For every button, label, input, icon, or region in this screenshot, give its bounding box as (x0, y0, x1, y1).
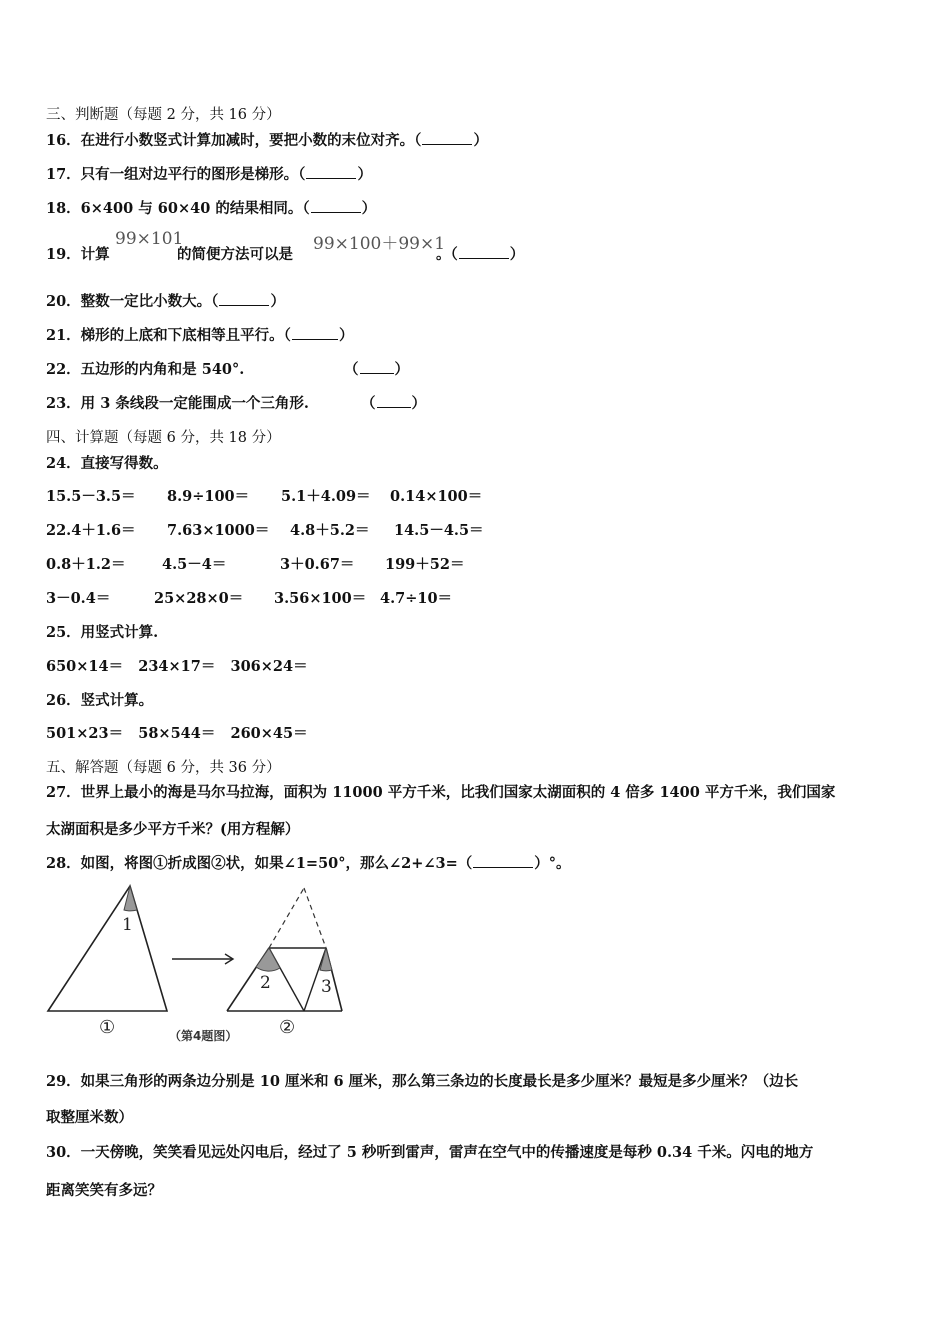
question-19-suffix (436, 243, 524, 264)
angle-2-marker (256, 948, 280, 971)
folding-triangle-figure (44, 880, 364, 1050)
question-30-line2: 距离笑笑有多远？ (46, 1182, 162, 1199)
question-19-middle: 的简便方法可以是 (177, 246, 293, 263)
calc-item: 8.9÷100＝ (167, 488, 250, 505)
math-expression-99x101: 99×101 (115, 229, 184, 249)
answer-blank-19[interactable] (459, 258, 509, 259)
question-18-text: 18．6×400 与 60×40 的结果相同。（ (46, 200, 310, 217)
calc-item: 4.8＋5.2＝ (290, 522, 370, 539)
answer-blank-20[interactable] (219, 305, 269, 306)
answer-blank-28[interactable] (473, 867, 533, 868)
triangle-figure-1 (48, 886, 167, 1011)
question-21-text: 21．梯形的上底和下底相等且平行。（ (46, 327, 291, 344)
question-30-line1: 30．一天傍晚，笑笑看见远处闪电后，经过了 5 秒听到雷声，雷声在空气中的传播速度是每秒 0.34 千米。闪电的地方 (46, 1144, 814, 1161)
question-25-items: 650×14＝ 234×17＝ 306×24＝ (46, 658, 308, 675)
question-23-close: ） (411, 395, 426, 412)
question-19-close: ） (509, 246, 525, 263)
calc-item: 3.56×100＝ (274, 590, 367, 607)
question-16-text: 16．在进行小数竖式计算加减时，要把小数的末位对齐。（ (46, 132, 422, 149)
question-23-answer (361, 392, 426, 413)
answer-blank-17[interactable] (306, 178, 356, 179)
angle-1-marker (124, 886, 137, 911)
question-28-close: ）°。 (534, 855, 571, 872)
fig2-dashed-right (304, 888, 326, 948)
question-22-open: （ (344, 361, 359, 378)
calc-item: 199＋52＝ (385, 556, 465, 573)
question-24: 24．直接写得数。 (46, 455, 168, 472)
calc-item: 14.5－4.5＝ (394, 522, 484, 539)
figure-1-label: ① (99, 1017, 116, 1038)
angle-2-label: 2 (260, 973, 271, 993)
question-28 (46, 852, 571, 873)
angle-3-label: 3 (321, 977, 332, 997)
question-29-line2: 取整厘米数） (46, 1109, 133, 1126)
question-16 (46, 129, 488, 150)
calc-item: 4.7÷10＝ (380, 590, 453, 607)
question-19-suffix-text: 。（ (436, 246, 458, 263)
question-21 (46, 324, 353, 345)
question-22-text: 22．五边形的内角和是 540°. (46, 361, 245, 378)
calc-item: 0.14×100＝ (390, 488, 483, 505)
question-23-open: （ (361, 395, 376, 412)
figure-caption: （第4题图） (169, 1029, 238, 1043)
question-27-line1: 27．世界上最小的海是马尔马拉海，面积为 11000 平方千米，比我们国家太湖面积的 4 倍多 1400 平方千米，我们国家 (46, 784, 836, 801)
calc-item: 25×28×0＝ (154, 590, 244, 607)
fig2-dashed-left (269, 888, 304, 948)
question-20 (46, 290, 285, 311)
question-26: 26．竖式计算。 (46, 692, 154, 709)
question-28-text: 28．如图，将图①折成图②状，如果∠1=50°，那么∠2+∠3=（ (46, 855, 473, 872)
question-22-answer (344, 358, 409, 379)
calc-item: 3＋0.67＝ (280, 556, 355, 573)
question-21-close: ） (338, 327, 354, 344)
calc-item: 7.63×1000＝ (167, 522, 270, 539)
question-16-close: ） (473, 132, 488, 149)
question-19-prefix: 19．计算 (46, 246, 110, 263)
answer-blank-22[interactable] (360, 373, 394, 374)
question-18-close: ） (361, 200, 377, 217)
section3-header: 三、判断题（每题 2 分，共 16 分） (46, 107, 281, 123)
calc-item: 4.5－4＝ (162, 556, 227, 573)
question-20-close: ） (270, 293, 285, 310)
question-27-line2: 太湖面积是多少平方千米？(用方程解） (46, 821, 300, 838)
section4-header: 四、计算题（每题 6 分，共 18 分） (46, 430, 281, 446)
section5-header: 五、解答题（每题 6 分，共 36 分） (46, 760, 281, 776)
math-expression-simplified: 99×100＋99×1 (313, 234, 446, 254)
answer-blank-21[interactable] (292, 339, 338, 340)
calc-item: 0.8＋1.2＝ (46, 556, 126, 573)
question-18 (46, 197, 376, 218)
answer-blank-23[interactable] (377, 407, 411, 408)
angle-1-label: 1 (122, 915, 133, 935)
question-22-close: ） (394, 361, 409, 378)
calc-item: 15.5－3.5＝ (46, 488, 136, 505)
calc-item: 5.1＋4.09＝ (281, 488, 371, 505)
calc-item: 22.4＋1.6＝ (46, 522, 136, 539)
question-22 (46, 358, 244, 379)
question-17-close: ） (357, 166, 372, 183)
question-23-text: 23．用 3 条线段一定能围成一个三角形. (46, 395, 309, 412)
question-29-line1: 29．如果三角形的两条边分别是 10 厘米和 6 厘米，那么第三条边的长度最长是多少厘米？最短是多少厘米？（边长 (46, 1073, 799, 1090)
question-25: 25．用竖式计算. (46, 624, 159, 641)
question-17-text: 17．只有一组对边平行的图形是梯形。（ (46, 166, 306, 183)
question-20-text: 20．整数一定比小数大。（ (46, 293, 219, 310)
calc-item: 3－0.4＝ (46, 590, 111, 607)
question-23 (46, 392, 309, 413)
question-17 (46, 163, 372, 184)
question-26-items: 501×23＝ 58×544＝ 260×45＝ (46, 725, 308, 742)
answer-blank-16[interactable] (422, 144, 472, 145)
figure-2-label: ② (279, 1017, 296, 1038)
answer-blank-18[interactable] (311, 212, 361, 213)
